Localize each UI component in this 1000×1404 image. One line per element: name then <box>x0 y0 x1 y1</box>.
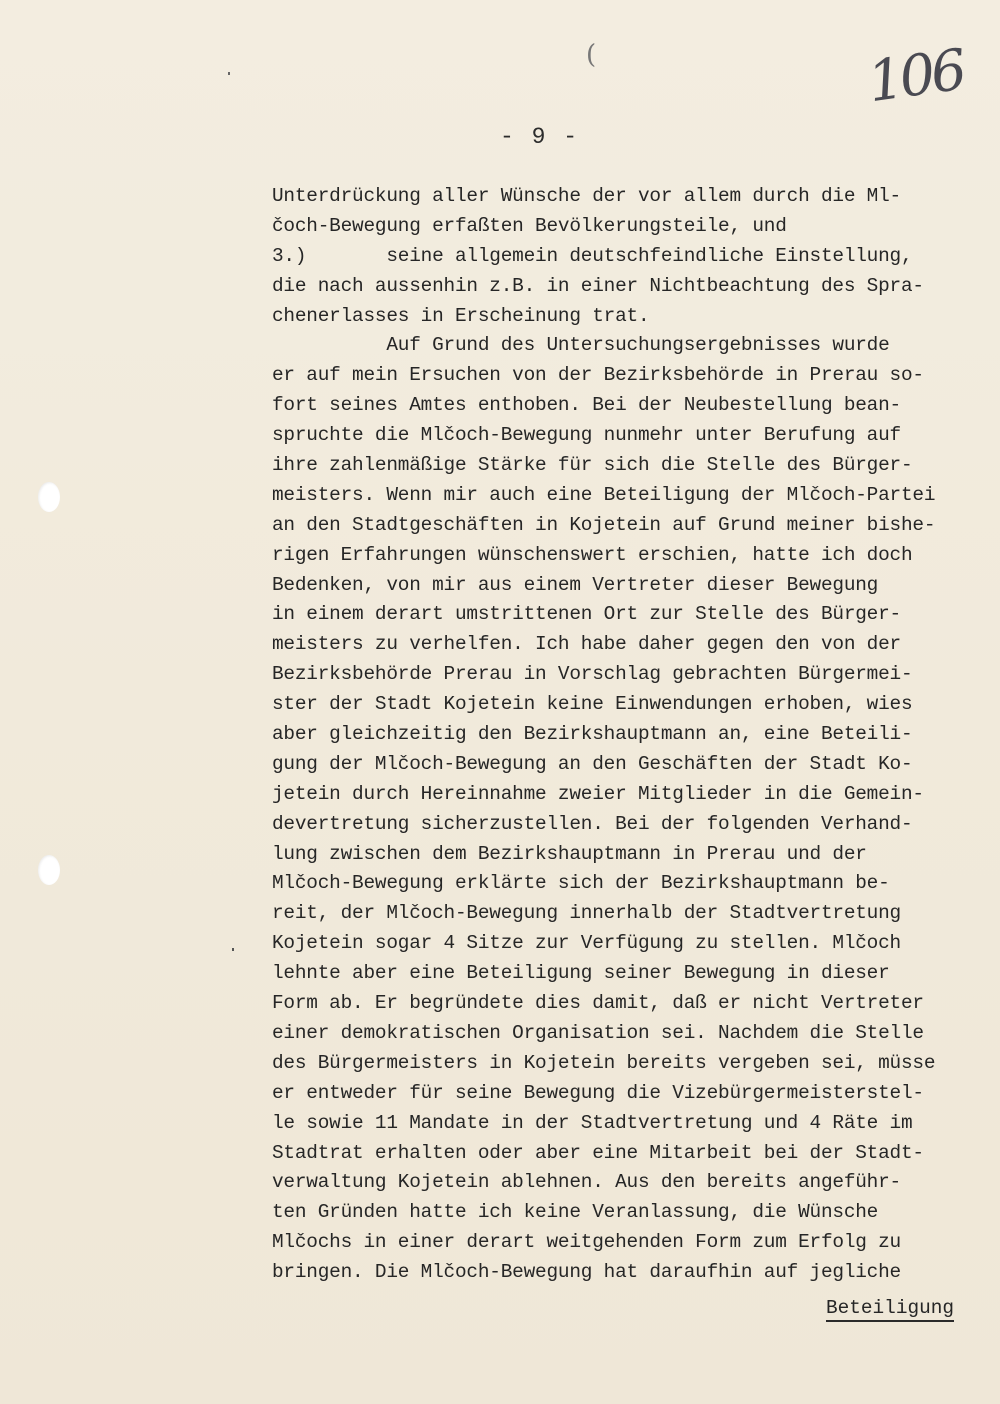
text-line: Mlčoch-Bewegung erklärte sich der Bezirkshauptmann be- <box>272 872 890 895</box>
text-line: aber gleichzeitig den Bezirkshauptmann an, eine Beteili- <box>272 723 913 746</box>
text-line: Bezirksbehörde Prerau in Vorschlag gebrachten Bürgermei- <box>272 663 913 686</box>
text-line: an den Stadtgeschäften in Kojetein auf Grund meiner bishe- <box>272 513 936 536</box>
text-line: Form ab. Er begründete dies damit, daß er nicht Vertreter <box>272 992 924 1015</box>
text-line: Unterdrückung aller Wünsche der vor allem durch die Ml- <box>272 185 901 207</box>
text-line: meisters zu verhelfen. Ich habe daher gegen den von der <box>272 633 901 656</box>
text-line: chenerlasses in Erscheinung trat. <box>272 304 650 327</box>
margin-dot <box>228 72 230 75</box>
text-line: gung der Mlčoch-Bewegung an den Geschäften der Stadt Ko- <box>272 752 913 775</box>
text-line: er entweder für seine Bewegung die Vizebürgermeisterstel- <box>272 1081 924 1104</box>
text-line: Auf Grund des Untersuchungsergebnisses wurde <box>272 334 890 357</box>
text-line: Stadtrat erhalten oder aber eine Mitarbeit bei der Stadt- <box>272 1141 924 1164</box>
text-line: Mlčochs in einer derart weitgehenden Form zum Erfolg zu <box>272 1231 901 1254</box>
catchword: Beteiligung <box>826 1296 954 1322</box>
text-line: ten Gründen hatte ich keine Veranlassung, die Wünsche <box>272 1201 879 1224</box>
body-text <box>272 182 972 1288</box>
page-number: - 9 - <box>500 124 580 150</box>
text-line: lung zwischen dem Bezirkshauptmann in Prerau und der <box>272 842 867 865</box>
folio-number: 106 <box>863 37 967 116</box>
text-line: čoch-Bewegung erfaßten Bevölkerungsteile, und <box>272 214 787 237</box>
text-line: fort seines Amtes enthoben. Bei der Neubestellung bean- <box>272 394 901 417</box>
text-line: die nach aussenhin z.B. in einer Nichtbeachtung des Spra- <box>272 274 924 297</box>
text-line: Bedenken, von mir aus einem Vertreter dieser Bewegung <box>272 573 879 596</box>
punch-hole <box>38 482 60 512</box>
text-line: Kojetein sogar 4 Sitze zur Verfügung zu stellen. Mlčoch <box>272 932 901 955</box>
text-line: in einem derart umstrittenen Ort zur Stelle des Bürger- <box>272 603 901 626</box>
pencil-mark: ( <box>586 40 597 70</box>
margin-dot <box>232 948 234 951</box>
text-line: ster der Stadt Kojetein keine Einwendungen erhoben, wies <box>272 693 913 716</box>
text-line: ihre zahlenmäßige Stärke für sich die Stelle des Bürger- <box>272 454 913 477</box>
text-line: einer demokratischen Organisation sei. Nachdem die Stelle <box>272 1021 924 1044</box>
text-line: des Bürgermeisters in Kojetein bereits vergeben sei, müsse <box>272 1051 936 1074</box>
text-line: jetein durch Hereinnahme zweier Mitglieder in die Gemein- <box>272 782 924 805</box>
text-line: reit, der Mlčoch-Bewegung innerhalb der Stadtvertretung <box>272 902 901 925</box>
text-line: er auf mein Ersuchen von der Bezirksbehörde in Prerau so- <box>272 364 924 387</box>
text-line: devertretung sicherzustellen. Bei der folgenden Verhand- <box>272 812 913 835</box>
text-line: meisters. Wenn mir auch eine Beteiligung der Mlčoch-Partei <box>272 483 936 506</box>
text-line: bringen. Die Mlčoch-Bewegung hat daraufhin auf jegliche <box>272 1261 901 1284</box>
punch-hole <box>38 855 60 885</box>
text-line: rigen Erfahrungen wünschenswert erschien, hatte ich doch <box>272 543 913 566</box>
text-line: lehnte aber eine Beteiligung seiner Bewegung in dieser <box>272 962 890 985</box>
text-line: spruchte die Mlčoch-Bewegung nunmehr unter Berufung auf <box>272 424 901 447</box>
text-line: 3.) seine allgemein deutschfeindliche Einstellung, <box>272 244 913 267</box>
text-line: le sowie 11 Mandate in der Stadtvertretung und 4 Räte im <box>272 1111 913 1134</box>
text-line: verwaltung Kojetein ablehnen. Aus den bereits angeführ- <box>272 1171 901 1194</box>
